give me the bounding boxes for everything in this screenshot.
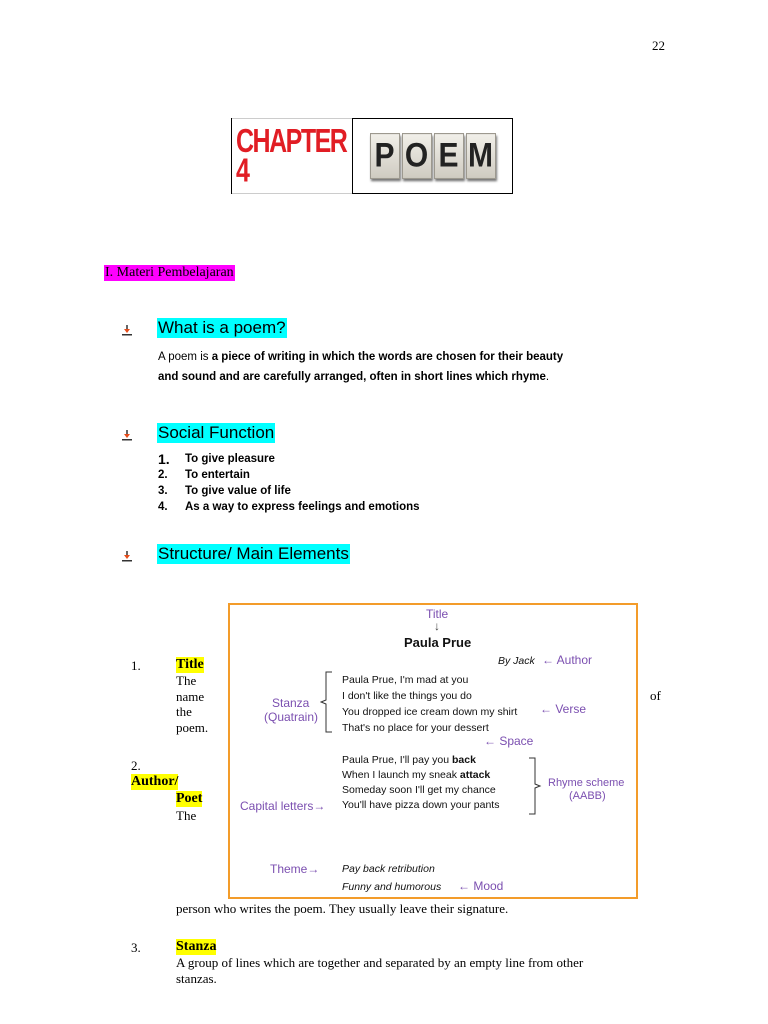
- diagram-space-label: ← Space: [484, 734, 534, 748]
- element-2-number: 2.: [131, 758, 141, 773]
- diagram-poem-title: Paula Prue: [404, 635, 472, 650]
- rhyme-bracket-icon: [528, 757, 542, 815]
- down-arrow-bullet-icon: [122, 429, 132, 441]
- element-2-description: person who writes the poem. They usually leave their signature.: [176, 901, 509, 916]
- structure-heading: Structure/ Main Elements: [158, 544, 349, 563]
- poem-structure-diagram: [228, 603, 638, 899]
- verse-line: You'll have pizza down your pants: [342, 799, 500, 811]
- stanza-1: [342, 672, 517, 736]
- diagram-theme-text: Pay back retribution: [342, 863, 435, 875]
- poem-definition-line-1: [158, 347, 563, 367]
- element-2-the: The: [176, 808, 197, 823]
- element-3-title: Stanza: [176, 939, 217, 954]
- poem-tile: O: [402, 133, 432, 179]
- element-2-title-a: Author/: [131, 774, 179, 789]
- poem-definition-line-2: [158, 367, 549, 387]
- element-1-description: The name the poem.: [176, 673, 209, 735]
- definition-bold-2: and sound and are carefully arranged, often in short lines which rhyme: [158, 371, 546, 383]
- verse-line: Paula Prue, I'll pay you back: [342, 754, 476, 766]
- down-arrow-bullet-icon: [122, 324, 132, 336]
- element-1-of: of: [650, 688, 661, 703]
- social-function-heading: Social Function: [158, 423, 275, 442]
- diagram-mood-label: ← Mood: [458, 879, 504, 893]
- definition-prefix: A poem is: [158, 351, 212, 363]
- poem-tile: E: [434, 133, 464, 179]
- list-item: 2. To entertain: [158, 469, 250, 481]
- verse-line: That's no place for your dessert: [342, 722, 489, 734]
- element-2-title-b: Poet: [176, 791, 203, 806]
- verse-line: You dropped ice cream down my shirt: [342, 706, 518, 718]
- what-is-poem-heading: What is a poem?: [158, 318, 286, 337]
- diagram-verse-label: ← Verse: [540, 702, 587, 716]
- down-arrow-icon: ↓: [434, 619, 440, 633]
- diagram-by-line: By Jack: [498, 655, 535, 667]
- page-number: 22: [652, 38, 665, 53]
- verse-line: Someday soon I'll get my chance: [342, 784, 496, 796]
- chapter-banner: [231, 118, 513, 194]
- definition-bold-1: a piece of writing in which the words are chosen for their beauty: [211, 351, 564, 363]
- list-item: 4. As a way to express feelings and emotions: [158, 501, 420, 513]
- stanza-bracket-icon: [320, 671, 334, 733]
- diagram-author-label: ← Author: [542, 653, 593, 667]
- poem-tile: P: [370, 133, 400, 179]
- chapter-label: CHAPTER 4: [232, 118, 352, 194]
- verse-line: I don't like the things you do: [342, 690, 472, 702]
- section-heading: I. Materi Pembelajaran: [105, 265, 234, 280]
- list-item: 1. To give pleasure: [158, 451, 275, 467]
- diagram-capital-label: Capital letters→: [240, 799, 326, 813]
- poem-tiles: [353, 119, 512, 193]
- poem-tile: M: [466, 133, 496, 179]
- diagram-quatrain-label: (Quatrain): [264, 710, 319, 724]
- diagram-stanza-label: Stanza: [272, 696, 310, 710]
- definition-suffix: .: [545, 371, 550, 383]
- stanza-2: [342, 753, 499, 813]
- chapter-cell: [232, 119, 353, 193]
- element-3-description: A group of lines which are together and separated by an empty line from other stanzas.: [176, 955, 584, 986]
- element-1-title: Title: [176, 657, 204, 672]
- diagram-rhyme-label: Rhyme scheme: [548, 777, 625, 789]
- element-1-number: 1.: [131, 658, 141, 673]
- diagram-theme-label: Theme→: [270, 862, 320, 876]
- diagram-title-label: Title: [426, 607, 449, 621]
- diagram-rhyme-sub: (AABB): [569, 790, 606, 802]
- verse-line: Paula Prue, I'm mad at you: [342, 674, 469, 686]
- social-function-list: [158, 451, 420, 515]
- down-arrow-bullet-icon: [122, 550, 132, 562]
- diagram-mood-text: Funny and humorous: [342, 881, 442, 893]
- list-item: 3. To give value of life: [158, 485, 291, 497]
- element-3-number: 3.: [131, 940, 141, 955]
- verse-line: When I launch my sneak attack: [342, 769, 491, 781]
